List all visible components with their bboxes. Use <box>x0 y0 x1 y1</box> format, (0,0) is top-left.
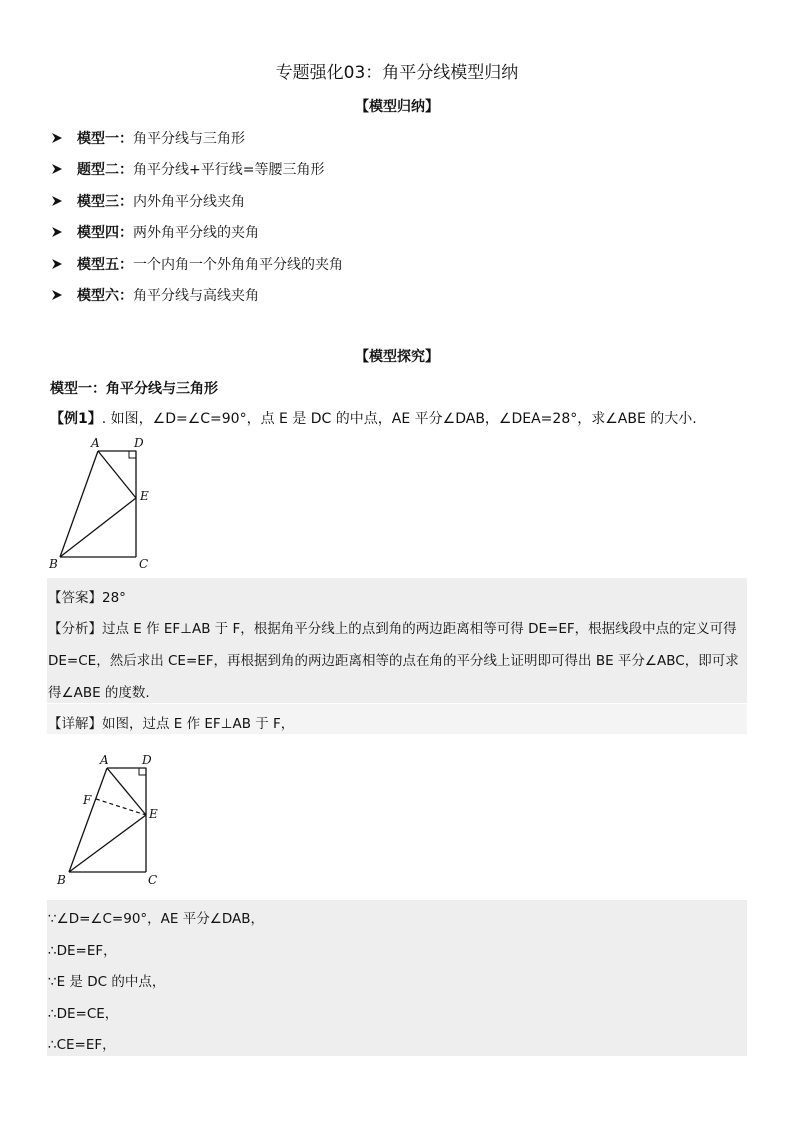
geometry-figure-2 <box>47 742 172 894</box>
detail-tag: 【详解】 <box>48 716 102 732</box>
analysis-line-1: 【分析】过点 E 作 EF⊥AB 于 F，根据角平分线上的点到角的两边距离相等可得 DE=EF，根据线段中点的定义可得 <box>48 621 737 637</box>
analysis-line-2: DE=CE，然后求出 CE=EF，再根据到角的两边距离相等的点在角的平分线上证明即可得出 BE 平分∠ABC，即可求 <box>48 653 739 669</box>
label-b: B <box>49 557 58 571</box>
answer-value: 28° <box>102 590 126 606</box>
step-line: ∵E 是 DC 的中点， <box>48 974 166 990</box>
detail-line: 【详解】如图，过点 E 作 EF⊥AB 于 F， <box>48 716 295 732</box>
model-list-item: 模型六： 角平分线与高线夹角 <box>50 285 259 305</box>
label-c: C <box>139 557 149 571</box>
arrow-bullet-icon <box>50 194 64 208</box>
model-list-item: 模型五： 一个内角一个外角角平分线的夹角 <box>50 254 343 274</box>
label-c: C <box>148 873 158 887</box>
step-line: ∵∠D=∠C=90°，AE 平分∠DAB， <box>48 911 264 927</box>
arrow-bullet-icon <box>50 131 64 145</box>
example-tag: 【例1】 <box>50 411 102 427</box>
example-text: . 如图，∠D=∠C=90°，点 E 是 DC 的中点，AE 平分∠DAB，∠DEA=28°，求∠ABE 的大小. <box>101 411 697 427</box>
geometry-figure-1 <box>44 432 164 574</box>
label-d: D <box>142 753 152 767</box>
label-f: F <box>83 793 92 807</box>
arrow-bullet-icon <box>50 225 64 239</box>
solution-shade <box>47 578 747 703</box>
label-e: E <box>149 807 158 821</box>
explore-heading: 【模型探究】 <box>355 349 439 365</box>
label-d: D <box>134 436 144 450</box>
step-line: ∴DE=EF， <box>48 943 117 959</box>
page-title: 专题强化03：角平分线模型归纳 <box>275 63 519 83</box>
summary-heading: 【模型归纳】 <box>355 99 439 115</box>
arrow-bullet-icon <box>50 162 64 176</box>
answer-tag: 【答案】 <box>48 590 102 606</box>
arrow-bullet-icon <box>50 288 64 302</box>
label-b: B <box>57 873 66 887</box>
label-a: A <box>91 436 100 450</box>
analysis-line-3: 得∠ABE 的度数. <box>48 685 150 701</box>
model-list-item: 题型二： 角平分线+平行线=等腰三角形 <box>50 159 324 179</box>
model-list-item: 模型四： 两外角平分线的夹角 <box>50 222 259 242</box>
section-title: 模型一：角平分线与三角形 <box>50 381 218 397</box>
label-a: A <box>100 753 109 767</box>
model-list-item: 模型一： 角平分线与三角形 <box>50 128 245 148</box>
answer-line <box>48 586 126 606</box>
analysis-tag: 【分析】 <box>48 621 102 637</box>
step-line: ∴CE=EF， <box>48 1037 116 1053</box>
example-problem <box>50 408 697 428</box>
label-e: E <box>140 489 149 503</box>
step-line: ∴DE=CE， <box>48 1006 119 1022</box>
arrow-bullet-icon <box>50 257 64 271</box>
model-list-item: 模型三： 内外角平分线夹角 <box>50 191 245 211</box>
